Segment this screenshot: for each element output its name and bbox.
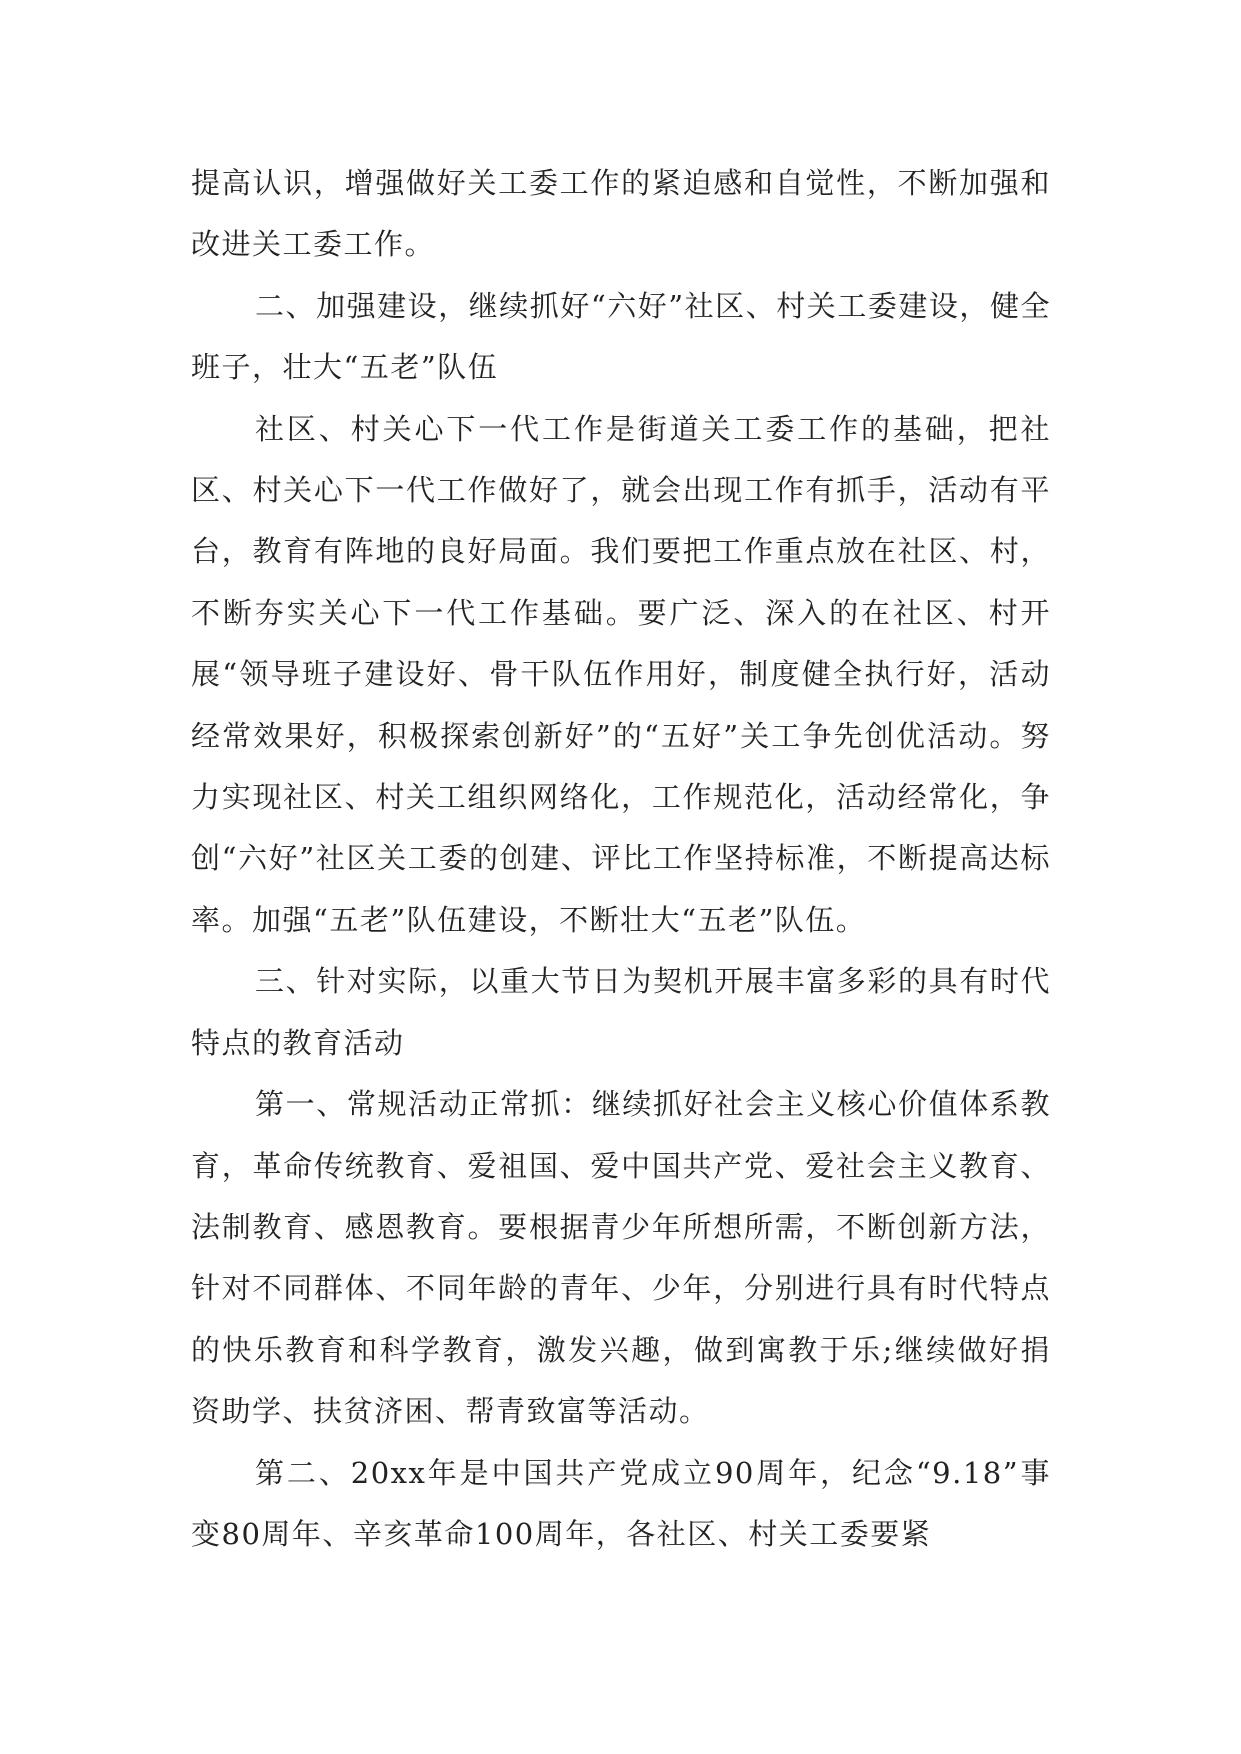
paragraph-1: 提高认识，增强做好关工委工作的紧迫感和自觉性，不断加强和改进关工委工作。 <box>191 166 1051 262</box>
paragraph-3: 社区、村关心下一代工作是街道关工委工作的基础，把社区、村关心下一代工作做好了，就会出现工作有抓手，活动有平台，教育有阵地的良好局面。我们要把工作重点放在社区、村，不断夯实关心下一代工作基础。要广泛、深入的在社区、村开展“领导班子建设好、骨干队伍作用好，制度健全执行好，活动经常效果好，积极探索创新好”的“五好”关工争先创优活动。努力实现社区、村关工组织网络化，工作规范化，活动经常化，争创“六好”社区关工委的创建、评比工作坚持标准，不断提高达标率。加强“五老”队伍建设，不断壮大“五老”队伍。 <box>191 411 1051 937</box>
paragraph-5: 第一、常规活动正常抓：继续抓好社会主义核心价值体系教育，革命传统教育、爱祖国、爱中国共产党、爱社会主义教育、法制教育、感恩教育。要根据青少年所想所需，不断创新方法，针对不同群体、不同年龄的青年、少年，分别进行具有时代特点的快乐教育和科学教育，激发兴趣，做到寓教于乐;继续做好捐资助学、扶贫济困、帮青致富等活动。 <box>191 1087 1051 1429</box>
document-body <box>191 153 1051 1565</box>
paragraph-6: 第二、20xx年是中国共产党成立90周年，纪念“9.18”事变80周年、辛亥革命100周年，各社区、村关工委要紧 <box>191 1455 1051 1551</box>
section-heading-3: 三、针对实际，以重大节日为契机开展丰富多彩的具有时代特点的教育活动 <box>191 964 1051 1060</box>
section-heading-2: 二、加强建设，继续抓好“六好”社区、村关工委建设，健全班子，壮大“五老”队伍 <box>191 288 1051 385</box>
